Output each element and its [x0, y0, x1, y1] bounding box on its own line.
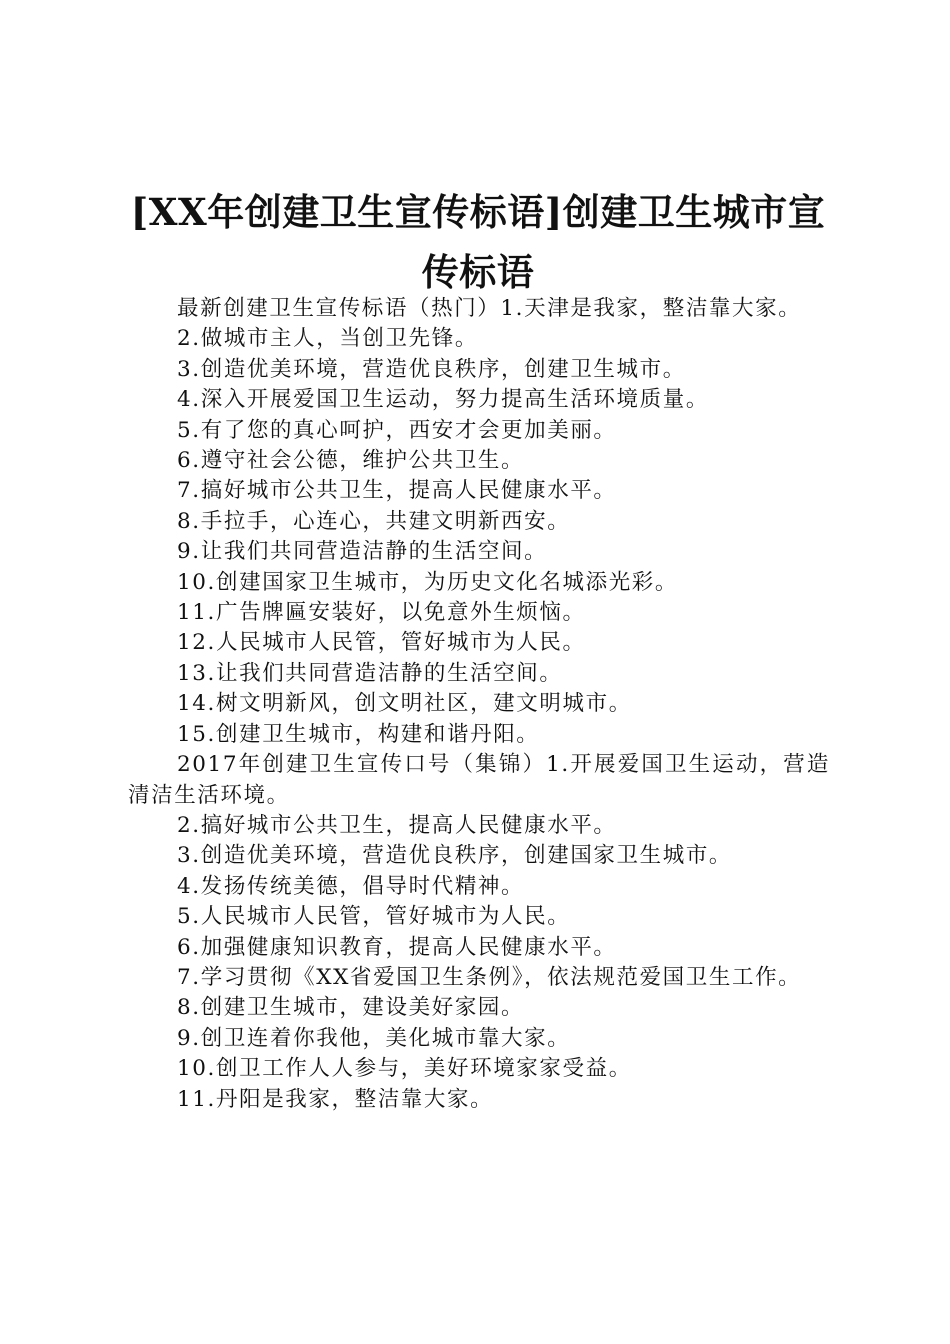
paragraph: 12.人民城市人民管，管好城市为人民。	[177, 630, 586, 656]
paragraph: 10.创建国家卫生城市，为历史文化名城添光彩。	[177, 569, 678, 595]
paragraph: 5.人民城市人民管，管好城市为人民。	[177, 904, 571, 930]
paragraph: 15.创建卫生城市，构建和谐丹阳。	[177, 721, 540, 747]
document-body	[128, 294, 830, 1115]
paragraph: 4.发扬传统美德，倡导时代精神。	[177, 873, 525, 899]
paragraph: 11.广告牌匾安装好，以免意外生烦恼。	[177, 600, 586, 626]
paragraph: 5.有了您的真心呵护，西安才会更加美丽。	[177, 417, 617, 443]
paragraph: 7.学习贯彻《XX省爱国卫生条例》，依法规范爱国卫生工作。	[177, 964, 802, 990]
paragraph: 9.让我们共同营造洁静的生活空间。	[177, 539, 548, 565]
paragraph: 4.深入开展爱国卫生运动，努力提高生活环境质量。	[177, 387, 709, 413]
paragraph: 7.搞好城市公共卫生，提高人民健康水平。	[177, 478, 617, 504]
paragraph: 6.加强健康知识教育，提高人民健康水平。	[177, 934, 617, 960]
paragraph: 8.创建卫生城市，建设美好家园。	[177, 995, 525, 1021]
paragraph: 13.让我们共同营造洁静的生活空间。	[177, 660, 563, 686]
document-title: [XX年创建卫生宣传标语]创建卫生城市宣传标语	[130, 190, 826, 294]
paragraph: 2.做城市主人，当创卫先锋。	[177, 326, 478, 352]
paragraph: 8.手拉手，心连心，共建文明新西安。	[177, 508, 571, 534]
paragraph: 最新创建卫生宣传标语（热门）1.天津是我家，整洁靠大家。	[177, 296, 802, 321]
paragraph: 3.创造优美环境，营造优良秩序，创建卫生城市。	[177, 356, 686, 382]
paragraph: 2017年创建卫生宣传口号（集锦）1.开展爱国卫生运动，营造清洁生活环境。	[128, 752, 830, 808]
paragraph: 6.遵守社会公德，维护公共卫生。	[177, 448, 525, 474]
paragraph: 11.丹阳是我家，整洁靠大家。	[177, 1086, 494, 1112]
paragraph: 3.创造优美环境，营造优良秩序，创建国家卫生城市。	[177, 843, 733, 869]
paragraph: 10.创卫工作人人参与，美好环境家家受益。	[177, 1056, 632, 1082]
paragraph: 9.创卫连着你我他，美化城市靠大家。	[177, 1025, 571, 1051]
paragraph: 14.树文明新风，创文明社区，建文明城市。	[177, 691, 632, 717]
paragraph: 2.搞好城市公共卫生，提高人民健康水平。	[177, 812, 617, 838]
